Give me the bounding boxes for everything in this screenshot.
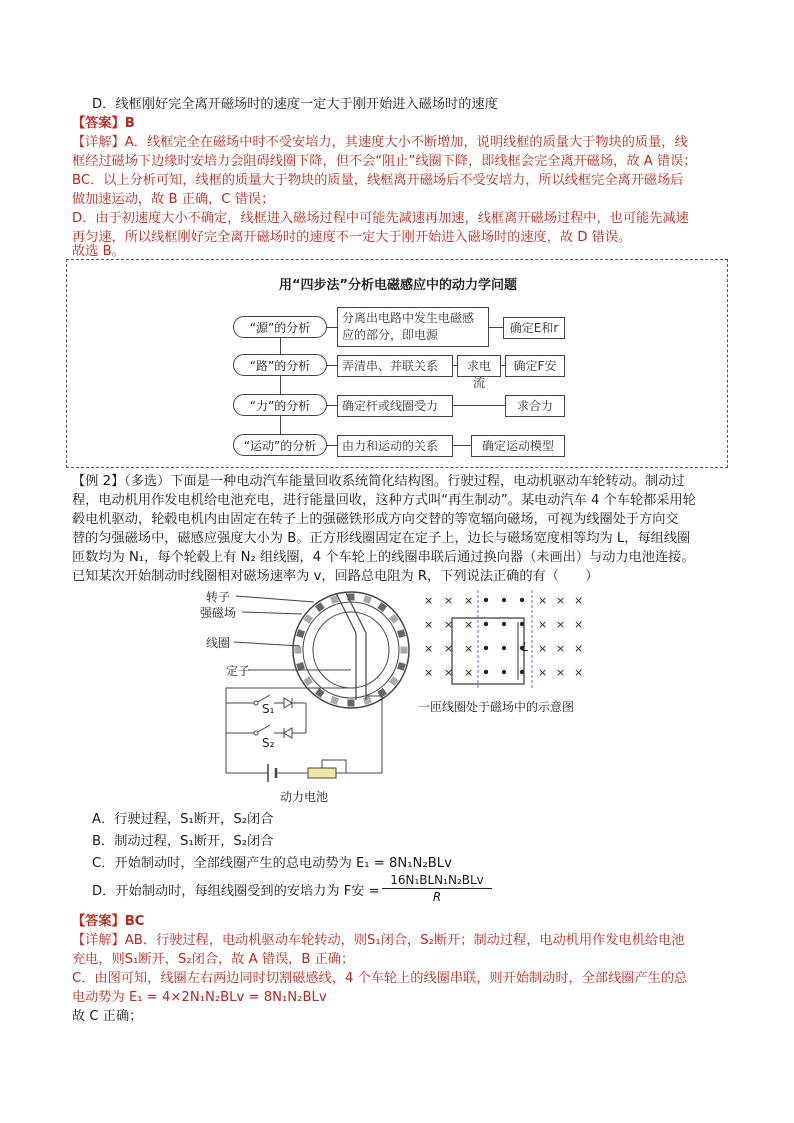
option-c: C．开始制动时，全部线圈产生的总电动势为 E₁ = 8N₁N₂BLv: [92, 856, 452, 871]
answer2-detail-3: C．由图可知，线圈左右两边同时切割磁感线，4 个车轮上的线圈串联，则开始制动时，全部线圈产生的总: [72, 971, 688, 986]
field-cross: ×: [464, 666, 474, 679]
flow-desc-force: 确定杆或线圈受力: [337, 395, 453, 417]
option-d-numerator: 16N₁BLN₁N₂BLv: [382, 872, 492, 889]
magnet-block: [295, 647, 302, 654]
label-L: L: [522, 640, 529, 654]
field-cross: ×: [574, 618, 584, 631]
option-b: B．制动过程，S₁断开，S₂闭合: [92, 834, 274, 849]
flow-desc-circuit: 弄清串、并联关系: [337, 355, 453, 377]
option-d-text: D．开始制动时，每组线圈受到的安培力为 F安 =: [92, 884, 380, 899]
prev-detail-1: 【详解】A．线框完全在磁场中时不受安培力，其速度大小不断增加，说明线框的质量大于物块的质量，线: [72, 135, 688, 150]
flow-step-force: “力”的分析: [233, 394, 327, 416]
magnet-block: [296, 629, 305, 638]
field-cross: ×: [424, 666, 434, 679]
flow-step-source: “源”的分析: [233, 316, 327, 338]
prev-detail-6: 再匀速，所以线框刚好完全离开磁场时的速度不一定大于刚开始进入磁场时的速度，故 D 错误。: [72, 230, 632, 245]
prev-option-d: D．线框刚好完全离开磁场时的速度一定大于刚开始进入磁场时的速度: [92, 97, 498, 112]
flow-step-motion: “运动”的分析: [233, 434, 327, 456]
flow-result-circuit: 确定F安: [505, 355, 565, 377]
field-cross: ×: [556, 642, 566, 655]
magnet-block: [348, 700, 355, 707]
answer2-detail-5: 故 C 正确；: [72, 1009, 143, 1024]
example2-line-6: 已知某次开始制动时线圈相对磁场速率为 v，回路总电阻为 R，下列说法正确的有（ ）: [72, 569, 599, 584]
answer2-detail-1: 【详解】AB．行驶过程，电动机驱动车轮转动，则S₁闭合，S₂断开；制动过程，电动机用作发电机给电池: [72, 933, 685, 948]
prev-detail-4: 做加速运动，故 B 正确，C 错误；: [72, 192, 275, 207]
motor-figure: [196, 588, 596, 810]
magnet-block: [363, 595, 372, 604]
flowchart-title: 用“四步法”分析电磁感应中的动力学问题: [278, 278, 518, 293]
field-cross: ×: [538, 594, 548, 607]
field-cross: ×: [444, 594, 454, 607]
field-cross: ×: [538, 618, 548, 631]
option-a: A．行驶过程，S₁断开，S₂闭合: [92, 812, 274, 827]
field-cross: ×: [556, 618, 566, 631]
field-dot: [502, 670, 506, 674]
answer2-detail-2: 充电，则S₁断开，S₂闭合，故 A 错误，B 正确；: [72, 952, 355, 967]
flow-desc-source: 分离出电路中发生电磁感应的部分，即电源: [337, 307, 489, 347]
field-dot: [484, 598, 488, 602]
label-s2: S₂: [262, 736, 275, 750]
label-rotor: 转子: [206, 590, 231, 604]
field-cross: ×: [444, 666, 454, 679]
field-cross: ×: [538, 642, 548, 655]
prev-detail-2: 框经过磁场下边缘时安培力会阻碍线圈下降，但不会“阻止”线圈下降，即线框会完全离开磁场，故 A 错误；: [72, 154, 697, 169]
label-stator: 定子: [226, 664, 251, 678]
field-dot: [484, 670, 488, 674]
flow-result-force: 求合力: [505, 395, 565, 417]
field-dot: [520, 598, 524, 602]
prev-answer: 【答案】B: [72, 116, 135, 131]
field-dot: [502, 598, 506, 602]
field-dot: [484, 622, 488, 626]
magnet-block: [397, 629, 406, 638]
field-cross: ×: [464, 642, 474, 655]
magnet-block: [397, 662, 406, 671]
flowchart-box: [66, 259, 728, 468]
field-cross: ×: [574, 642, 584, 655]
prev-detail-5: D．由于初速度大小不确定，线框进入磁场过程中可能先减速再加速，线框离开磁场过程中，也可能先减速: [72, 211, 689, 226]
field-cross: ×: [574, 666, 584, 679]
flow-result-motion: 确定运动模型: [471, 435, 565, 457]
field-cross: ×: [464, 594, 474, 607]
field-cross: ×: [556, 666, 566, 679]
label-s1: S₁: [262, 702, 275, 716]
magnet-block: [330, 696, 339, 705]
field-cross: ×: [424, 618, 434, 631]
magnet-block: [401, 647, 408, 654]
example2-line-4: 替的匀强磁场中，磁感应强度大小为 B。正方形线圈固定在定子上，边长与磁场宽度相等均为 L，每组线圈: [72, 531, 691, 546]
flow-result-source: 确定E和r: [503, 317, 565, 339]
field-dot: [502, 646, 506, 650]
example2-line-1: 【例 2】（多选）下面是一种电动汽车能量回收系统简化结构图。行驶过程，电动机驱动车轮转动。制动过: [72, 474, 685, 489]
prev-detail-3: BC．以上分析可知，线框的质量大于物块的质量，线框离开磁场后不受安培力，所以线框完全离开磁场后: [72, 173, 684, 188]
field-cross: ×: [424, 642, 434, 655]
answer2-detail-4: 电动势为 E₁ = 4×2N₁N₂BLv = 8N₁N₂BLv: [72, 990, 327, 1005]
prev-conclusion: 故选 B。: [72, 244, 125, 259]
field-dot: [502, 622, 506, 626]
field-cross: ×: [424, 594, 434, 607]
magnet-block: [363, 696, 372, 705]
answer2-label: 【答案】BC: [72, 914, 145, 929]
magnet-block: [296, 662, 305, 671]
flow-mid-circuit: 求电流: [457, 355, 501, 377]
label-coil: 线圈: [206, 636, 231, 650]
flow-desc-motion: 由力和运动的关系: [337, 435, 453, 457]
field-cross: ×: [444, 642, 454, 655]
field-cross: ×: [464, 618, 474, 631]
label-strong-field: 强磁场: [200, 606, 237, 620]
field-cross: ×: [444, 618, 454, 631]
field-cross: ×: [556, 594, 566, 607]
option-d-denominator: R: [432, 890, 442, 904]
example2-line-2: 程，电动机用作发电机给电池充电，进行能量回收，这种方式叫“再生制动”。某电动汽车 4 个车轮都采用轮: [72, 493, 696, 508]
field-cross: ×: [538, 666, 548, 679]
field-cross: ×: [574, 594, 584, 607]
example2-line-5: 匝数均为 N₁，每个轮毂上有 N₂ 组线圈，4 个车轮上的线圈串联后通过换向器（未画出）与动力电池连接。: [72, 550, 695, 565]
figure-caption: 一匝线圈处于磁场中的示意图: [418, 700, 575, 714]
option-d-fraction: [382, 872, 492, 905]
field-dot: [484, 646, 488, 650]
label-battery: 动力电池: [280, 790, 329, 804]
example2-line-3: 毂电机驱动，轮毂电机内由固定在转子上的强磁铁形成方向交替的等宽辐向磁场，可视为线圈处于方向交: [72, 512, 679, 527]
flow-step-circuit: “路”的分析: [233, 354, 327, 376]
